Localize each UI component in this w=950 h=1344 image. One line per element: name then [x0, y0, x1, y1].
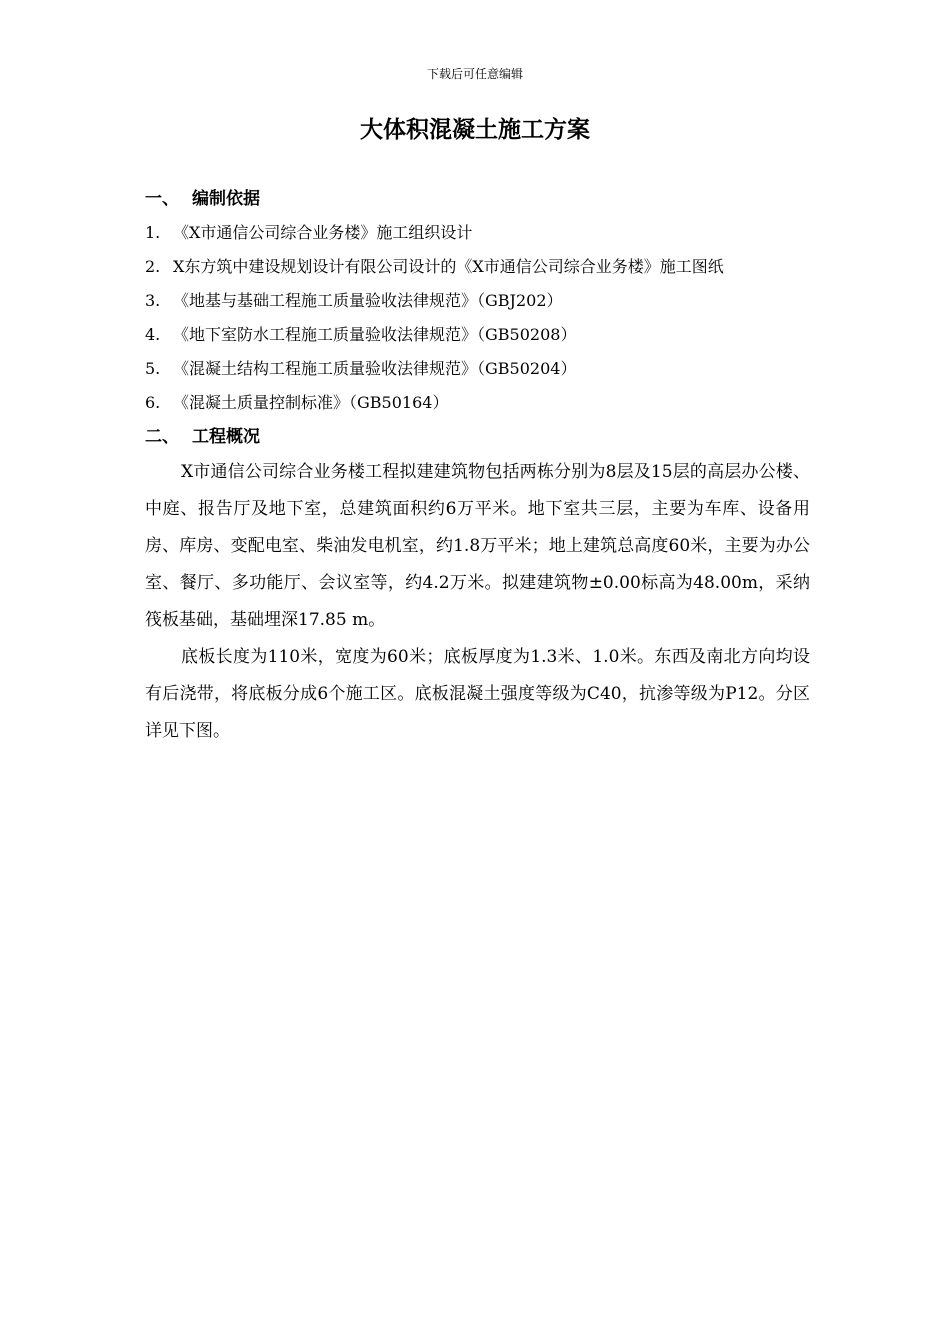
list-item-number: 3.	[145, 291, 161, 310]
header-note: 下载后可任意编辑	[426, 67, 523, 81]
list-item-number: 4.	[145, 325, 161, 344]
list-item	[145, 318, 810, 352]
list-item-number: 6.	[145, 393, 161, 412]
overview-paragraph: X市通信公司综合业务楼工程拟建建筑物包括两栋分别为8层及15层的高层办公楼、中庭、报告厅及地下室，总建筑面积约6万平米。地下室共三层，主要为车库、设备用房、库房、变配电室、柴油发电机室，约1.8万平米；地上建筑总高度60米，主要为办公室、餐厅、多功能厅、会议室等，约4.2万米。拟建建筑物±0.00标高为48.00m，采纳筏板基础，基础埋深17.85 m。	[145, 462, 810, 630]
section-heading-basis	[145, 182, 810, 216]
list-item-number: 1.	[145, 223, 161, 242]
section-number: 一、	[145, 189, 179, 209]
document-title: 大体积混凝土施工方案	[360, 117, 590, 143]
section-number: 二、	[145, 427, 179, 447]
list-item-text: 《混凝土结构工程施工质量验收法律规范》（GB50204）	[173, 359, 577, 378]
list-item-number: 2.	[145, 257, 161, 276]
list-item	[145, 250, 810, 284]
section-title: 编制依据	[192, 189, 260, 209]
overview-paragraph: 底板长度为110米，宽度为60米；底板厚度为1.3米、1.0米。东西及南北方向均设有后浇带，将底板分成6个施工区。底板混凝土强度等级为C40，抗渗等级为P12。分区详见下图。	[145, 647, 810, 741]
section-heading-overview	[145, 420, 810, 454]
list-item-text: 《X市通信公司综合业务楼》施工组织设计	[173, 223, 473, 242]
list-item	[145, 352, 810, 386]
list-item	[145, 216, 810, 250]
list-item	[145, 284, 810, 318]
list-item-text: 《地下室防水工程施工质量验收法律规范》（GB50208）	[173, 325, 577, 344]
list-item-text: 《地基与基础工程施工质量验收法律规范》（GBJ202）	[173, 291, 563, 310]
list-item	[145, 386, 810, 420]
list-item-number: 5.	[145, 359, 161, 378]
list-item-text: X东方筑中建设规划设计有限公司设计的《X市通信公司综合业务楼》施工图纸	[173, 257, 724, 276]
section-title: 工程概况	[192, 427, 260, 447]
list-item-text: 《混凝土质量控制标准》（GB50164）	[173, 393, 449, 412]
document-body	[145, 182, 810, 750]
